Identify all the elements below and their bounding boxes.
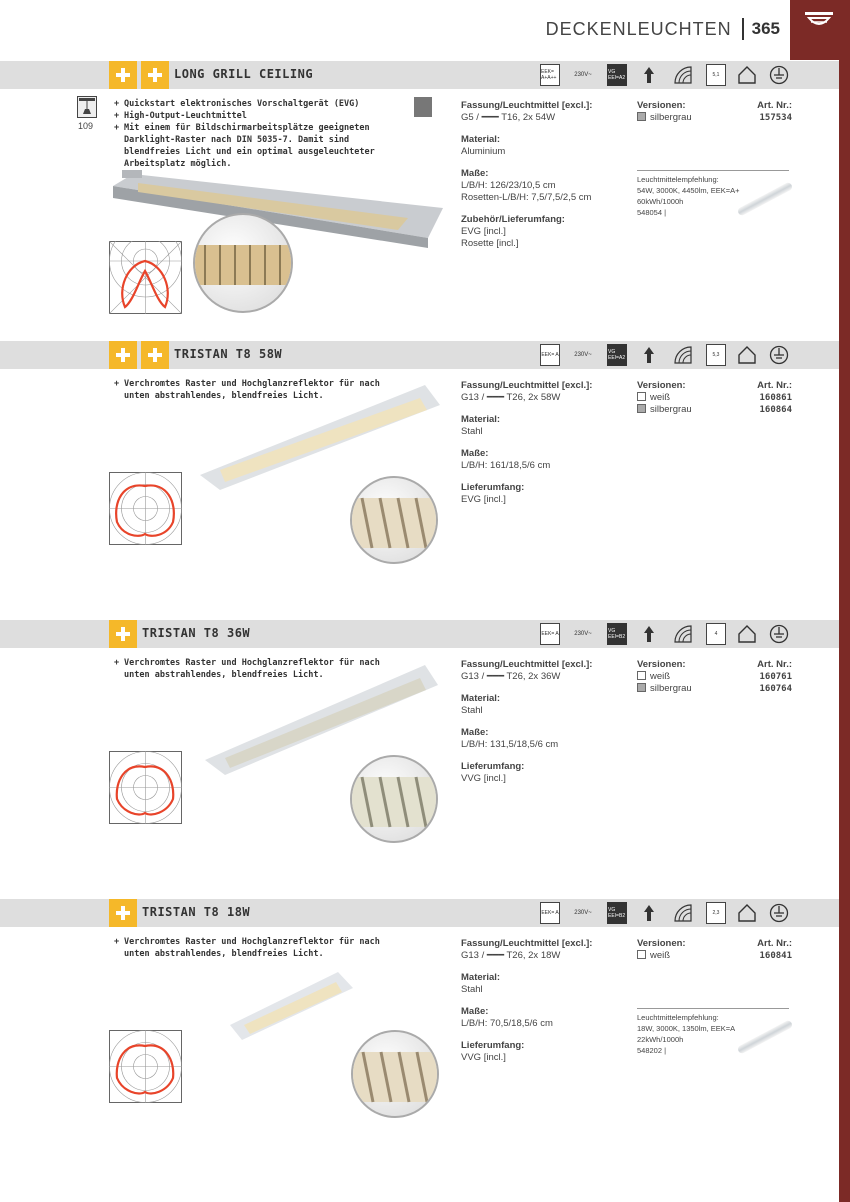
spec-value: L/B/H: 70,5/18,5/6 cm	[461, 1018, 553, 1029]
feature-item: + Verchromtes Raster und Hochglanzreflektor für nach unten abstrahlendes, blendfreies Licht.	[114, 378, 404, 402]
light-direction-icon	[639, 623, 659, 645]
spec-heading: Zubehör/Lieferumfang:	[461, 214, 565, 225]
weight-icon	[706, 902, 726, 924]
indoor-icon	[737, 902, 757, 924]
spec-value: L/B/H: 131,5/18,5/6 cm	[461, 739, 559, 750]
versions-table	[637, 938, 792, 962]
spec-value: Rosetten-L/B/H: 7,5/7,5/2,5 cm	[461, 192, 592, 203]
version-name: silbergrau	[650, 683, 692, 694]
version-name: weiß	[650, 950, 671, 961]
rec-line: 548054 |	[637, 208, 667, 217]
protection-class-icon	[769, 344, 789, 366]
feature-item: + Quickstart elektronisches Vorschaltgerät (EVG)	[114, 98, 404, 110]
spec-heading: Lieferumfang:	[461, 761, 525, 772]
plus-badge-icon	[109, 899, 137, 927]
plus-badge-icon	[141, 341, 169, 369]
product-specs	[461, 659, 626, 795]
art-heading: Art. Nr.:	[757, 100, 792, 111]
feature-icons	[540, 64, 795, 86]
spec-heading: Maße:	[461, 1006, 489, 1017]
versions-heading: Versionen:	[637, 659, 686, 670]
spec-heading: Fassung/Leuchtmittel [excl.]:	[461, 938, 593, 949]
spec-value: Stahl	[461, 426, 483, 437]
version-row	[637, 112, 792, 124]
spec-heading: Maße:	[461, 448, 489, 459]
detail-zoom	[351, 1030, 439, 1118]
energy-label-icon	[540, 623, 560, 645]
detail-zoom	[350, 755, 438, 843]
spec-value: VVG [incl.]	[461, 1052, 506, 1063]
version-name: silbergrau	[650, 404, 692, 415]
version-name: silbergrau	[650, 112, 692, 123]
weight-icon	[706, 344, 726, 366]
polar-diagram	[109, 751, 182, 824]
spec-value: EVG [incl.]	[461, 494, 506, 505]
article-number: 160764	[759, 684, 792, 694]
energy-label-text: EEK= A	[541, 631, 559, 637]
spec-heading: Fassung/Leuchtmittel [excl.]:	[461, 100, 593, 111]
feature-list	[114, 936, 404, 960]
versions-table	[637, 659, 792, 695]
energy-label-text: EEK= A	[541, 352, 559, 358]
plus-badge-icon	[109, 341, 137, 369]
art-heading: Art. Nr.:	[757, 938, 792, 949]
spec-value: Stahl	[461, 705, 483, 716]
rec-line: 54W, 3000K, 4450lm, EEK=A+	[637, 186, 740, 195]
energy-label-icon	[540, 344, 560, 366]
feature-icons	[540, 623, 795, 645]
spec-heading: Fassung/Leuchtmittel [excl.]:	[461, 380, 593, 391]
wallwasher-icon	[414, 97, 432, 117]
mounting-page-ref: 109	[78, 121, 94, 131]
page-number: 365	[751, 19, 780, 38]
energy-label-text: EEK= A	[541, 910, 559, 916]
weight-value: 5,1	[712, 72, 720, 78]
voltage-label: 230V~	[574, 72, 592, 78]
feature-item: + Verchromtes Raster und Hochglanzreflektor für nach unten abstrahlendes, blendfreies Licht.	[114, 936, 404, 960]
rec-line: 18W, 3000K, 1350lm, EEK=A	[637, 1024, 736, 1033]
header-divider	[742, 18, 744, 40]
spec-value: Rosette [incl.]	[461, 238, 519, 249]
spec-value: L/B/H: 161/18,5/6 cm	[461, 460, 551, 471]
voltage-label: 230V~	[574, 631, 592, 637]
mounting-icon	[77, 96, 97, 118]
ballast-label: VG EEI=A2	[608, 69, 626, 81]
weight-icon	[706, 623, 726, 645]
rec-line: 60kWh/1000h	[637, 197, 684, 206]
protection-class-icon	[769, 64, 789, 86]
version-row	[637, 683, 792, 695]
product-specs	[461, 100, 626, 260]
article-number: 160841	[759, 951, 792, 961]
spec-heading: Maße:	[461, 727, 489, 738]
polar-diagram	[109, 1030, 182, 1103]
indoor-icon	[737, 344, 757, 366]
color-swatch	[637, 392, 646, 401]
energy-label-icon	[540, 902, 560, 924]
beam-angle-icon	[673, 902, 693, 924]
ballast-icon	[607, 902, 627, 924]
art-heading: Art. Nr.:	[757, 380, 792, 391]
product-specs	[461, 938, 626, 1074]
versions-table	[637, 100, 792, 124]
art-heading: Art. Nr.:	[757, 659, 792, 670]
spec-heading: Lieferumfang:	[461, 1040, 525, 1051]
color-swatch	[637, 671, 646, 680]
rec-line: 548202 |	[637, 1046, 667, 1055]
weight-value: 4	[714, 631, 718, 637]
spec-heading: Material:	[461, 972, 501, 983]
article-number: 160761	[759, 672, 792, 682]
spec-value: EVG [incl.]	[461, 226, 506, 237]
chapter-tab	[790, 0, 850, 60]
article-number: 157534	[759, 113, 792, 123]
version-row	[637, 404, 792, 416]
feature-item: + Mit einem für Bildschirmarbeitsplätze geeigneten Darklight-Raster nach DIN 5035-7. Damit sind blendfreies Licht und ein optimal ausgeleuchteter Arbeitsplatz möglich.	[114, 122, 404, 170]
versions-table	[637, 380, 792, 416]
voltage-label: 230V~	[574, 352, 592, 358]
ceiling-lamp-icon	[804, 10, 834, 32]
protection-class-icon	[769, 623, 789, 645]
product-specs	[461, 380, 626, 516]
rec-line: Leuchtmittelempfehlung:	[637, 175, 719, 184]
spec-value: Aluminium	[461, 146, 506, 157]
ballast-icon	[607, 64, 627, 86]
feature-item: + Verchromtes Raster und Hochglanzreflektor für nach unten abstrahlendes, blendfreies Licht.	[114, 657, 404, 681]
product-name: TRISTAN T8 18W	[142, 905, 251, 919]
indoor-icon	[737, 64, 757, 86]
spec-heading: Lieferumfang:	[461, 482, 525, 493]
product-name: TRISTAN T8 58W	[174, 347, 283, 361]
color-swatch	[637, 404, 646, 413]
light-direction-icon	[639, 344, 659, 366]
version-name: weiß	[650, 392, 671, 403]
polar-diagram	[109, 472, 182, 545]
protection-class-icon	[769, 902, 789, 924]
weight-icon	[706, 64, 726, 86]
weight-value: 5,3	[712, 352, 720, 358]
energy-label-text: EEK= A+A++	[541, 69, 557, 81]
versions-heading: Versionen:	[637, 938, 686, 949]
light-direction-icon	[639, 902, 659, 924]
spec-heading: Material:	[461, 134, 501, 145]
beam-angle-icon	[673, 64, 693, 86]
ballast-label: VG EEI=A2	[608, 349, 626, 361]
plus-badge-icon	[109, 620, 137, 648]
color-swatch	[637, 950, 646, 959]
weight-value: 2,3	[712, 910, 720, 916]
voltage-label: 230V~	[574, 910, 592, 916]
product-name: LONG GRILL CEILING	[174, 67, 314, 81]
section-title: DECKENLEUCHTEN	[545, 18, 732, 39]
spec-value: Stahl	[461, 984, 483, 995]
spec-heading: Material:	[461, 414, 501, 425]
spec-value: G13 / ━━━ T26, 2x 18W	[461, 950, 561, 961]
spec-heading: Fassung/Leuchtmittel [excl.]:	[461, 659, 593, 670]
versions-heading: Versionen:	[637, 380, 686, 391]
spec-value: G13 / ━━━ T26, 2x 58W	[461, 392, 561, 403]
detail-zoom	[193, 213, 293, 313]
energy-label-icon	[540, 64, 560, 86]
product-photo	[228, 970, 358, 1042]
plus-badge-icon	[109, 61, 137, 89]
light-direction-icon	[639, 64, 659, 86]
spec-value: VVG [incl.]	[461, 773, 506, 784]
plus-badge-icon	[141, 61, 169, 89]
feature-item: + High-Output-Leuchtmittel	[114, 110, 404, 122]
ballast-icon	[607, 344, 627, 366]
ballast-label: VG EEI=B2	[608, 907, 626, 919]
version-row	[637, 392, 792, 404]
version-name: weiß	[650, 671, 671, 682]
feature-icons	[540, 344, 795, 366]
spec-heading: Maße:	[461, 168, 489, 179]
beam-angle-icon	[673, 623, 693, 645]
beam-angle-icon	[673, 344, 693, 366]
page-header	[546, 18, 780, 40]
article-number: 160864	[759, 405, 792, 415]
feature-icons	[540, 902, 795, 924]
ballast-icon	[607, 623, 627, 645]
polar-diagram	[109, 241, 182, 314]
detail-zoom	[350, 476, 438, 564]
rec-line: 22kWh/1000h	[637, 1035, 684, 1044]
color-swatch	[637, 112, 646, 121]
indoor-icon	[737, 623, 757, 645]
spec-value: G5 / ━━━ T16, 2x 54W	[461, 112, 556, 123]
chapter-sidebar	[839, 0, 850, 1202]
spec-heading: Material:	[461, 693, 501, 704]
ballast-label: VG EEI=B2	[608, 628, 626, 640]
feature-list	[114, 98, 404, 170]
color-swatch	[637, 683, 646, 692]
article-number: 160861	[759, 393, 792, 403]
versions-heading: Versionen:	[637, 100, 686, 111]
product-name: TRISTAN T8 36W	[142, 626, 251, 640]
version-row	[637, 671, 792, 683]
rec-line: Leuchtmittelempfehlung:	[637, 1013, 719, 1022]
version-row	[637, 950, 792, 962]
spec-value: L/B/H: 126/23/10,5 cm	[461, 180, 556, 191]
spec-value: G13 / ━━━ T26, 2x 36W	[461, 671, 561, 682]
